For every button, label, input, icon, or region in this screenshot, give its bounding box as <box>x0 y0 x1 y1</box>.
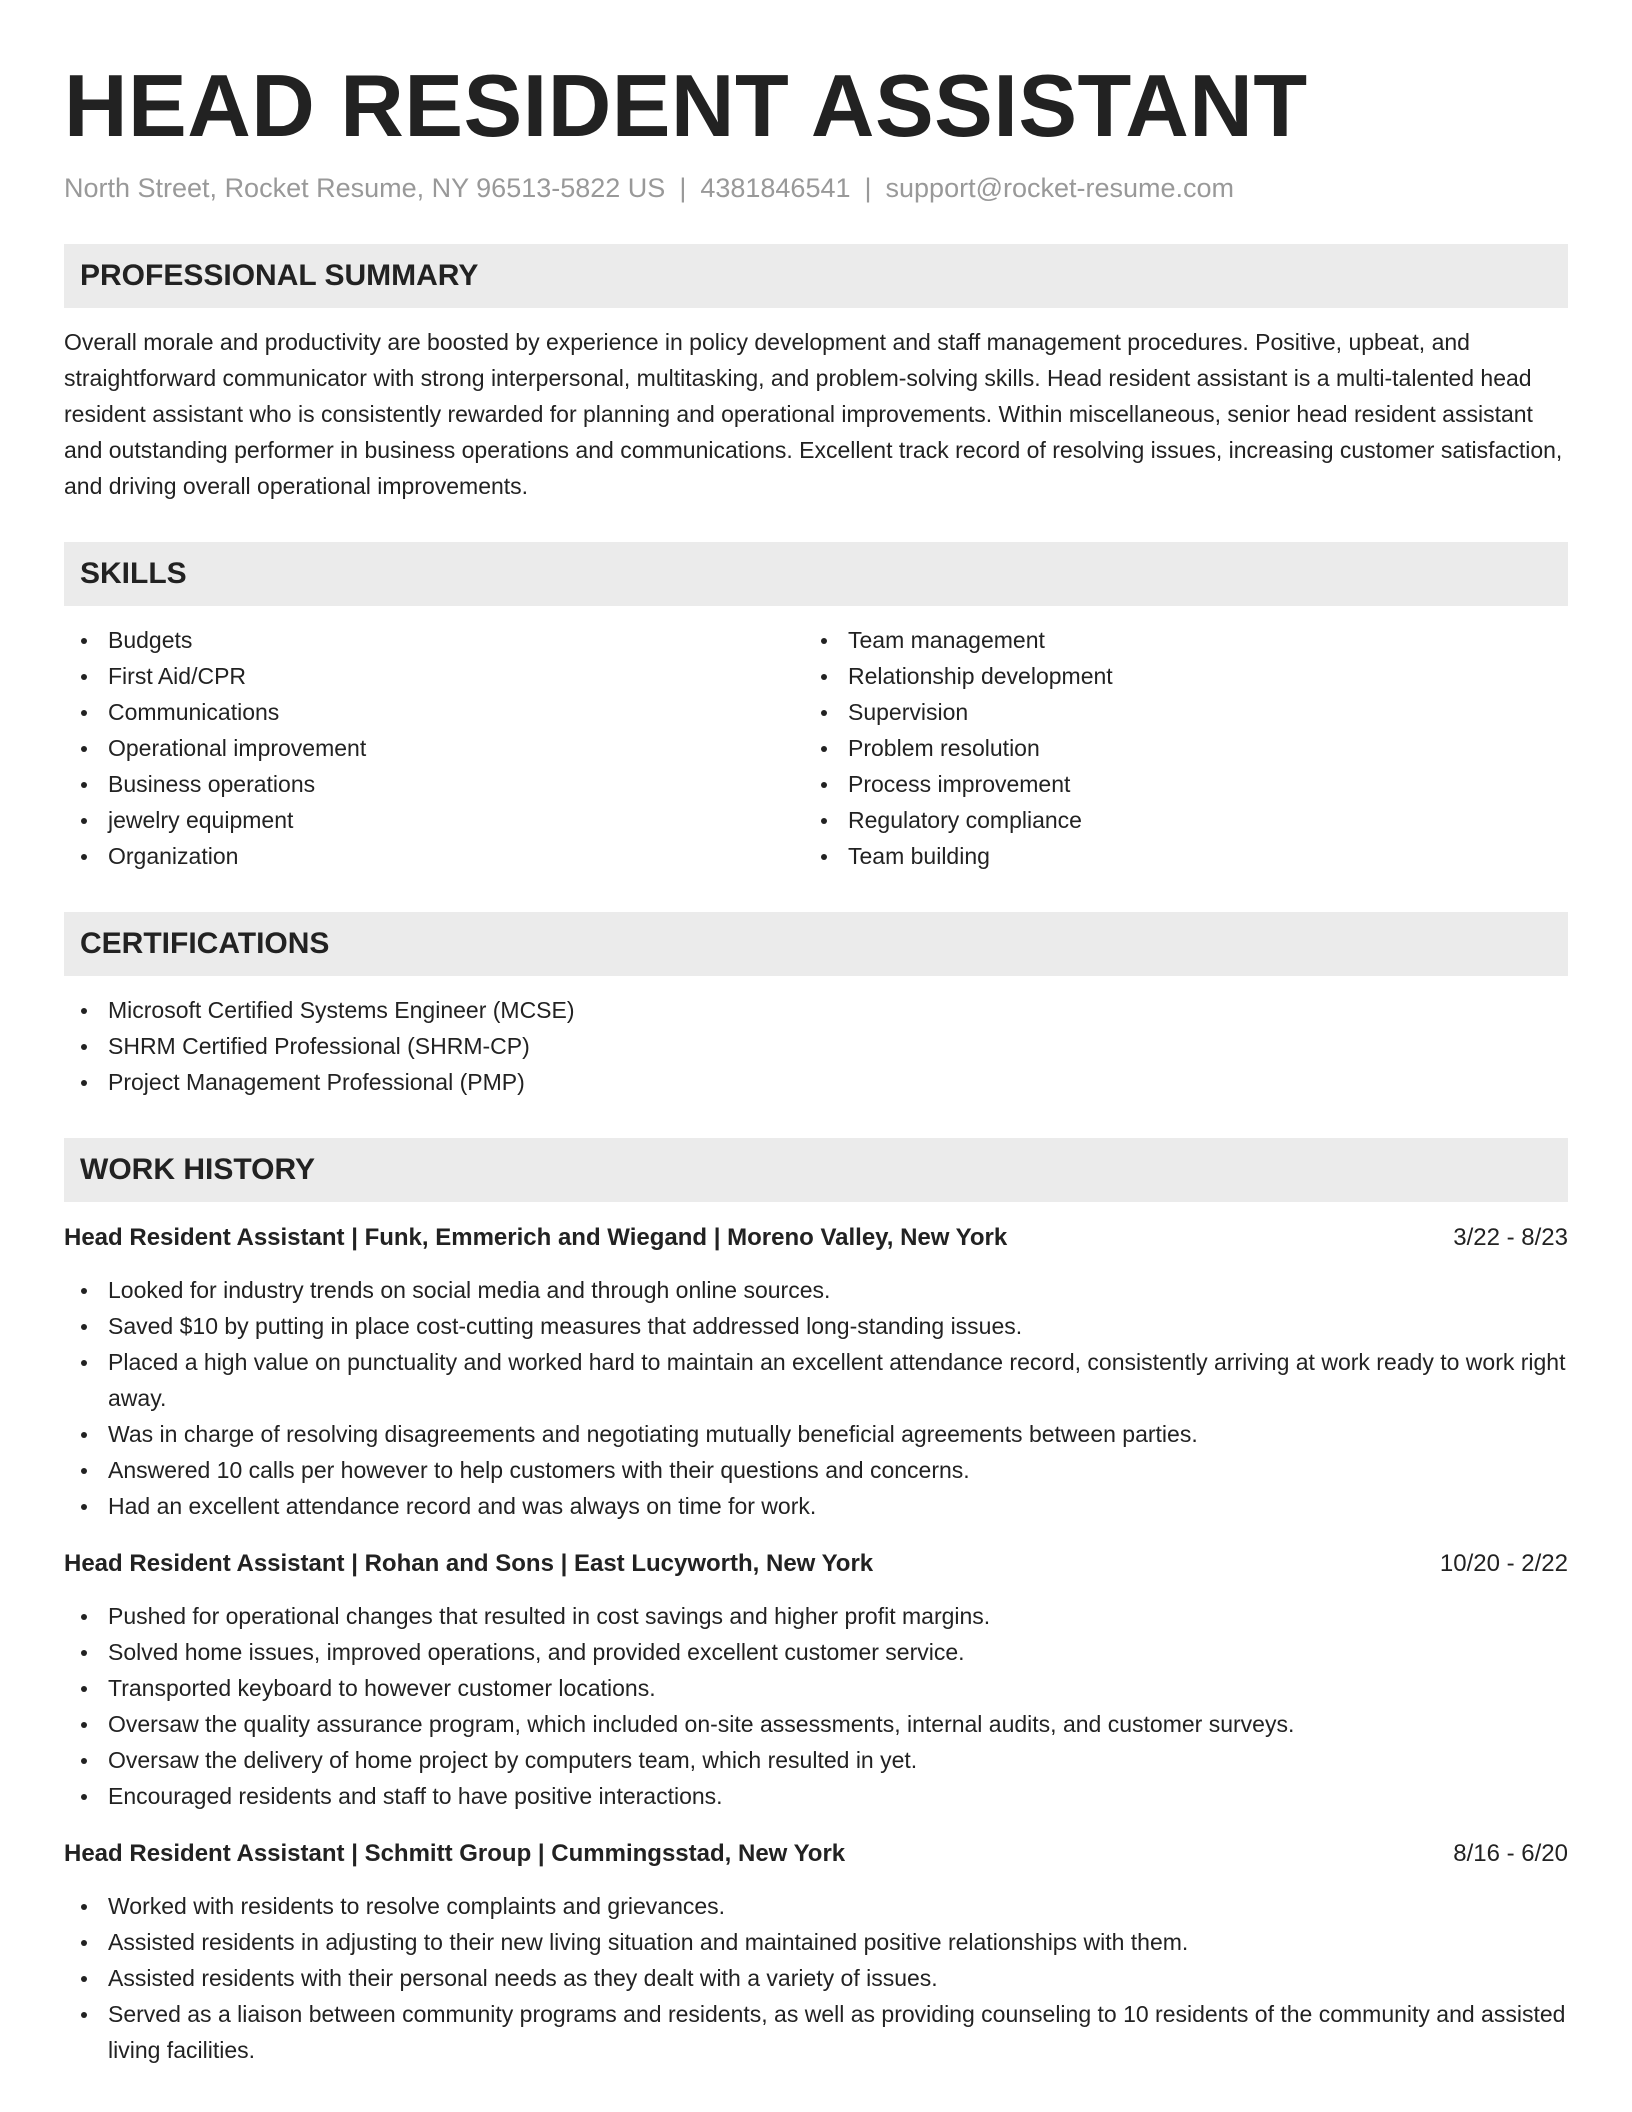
skill-item: Process improvement <box>804 766 1544 802</box>
skill-item: jewelry equipment <box>64 802 804 838</box>
section-heading-skills: SKILLS <box>64 542 1568 606</box>
job-dates: 3/22 - 8/23 <box>1453 1224 1568 1251</box>
job-bullet: Encouraged residents and staff to have positive interactions. <box>64 1778 1568 1814</box>
skills-list-right <box>804 622 1544 874</box>
skill-item: Team building <box>804 838 1544 874</box>
skill-item: Problem resolution <box>804 730 1544 766</box>
job-bullet: Served as a liaison between community programs and residents, as well as providing counseling to 10 residents of the community and assisted living facilities. <box>64 1996 1568 2068</box>
job-title: Head Resident Assistant | Funk, Emmerich and Wiegand | Moreno Valley, New York <box>64 1224 1008 1251</box>
job-dates: 8/16 - 6/20 <box>1453 1840 1568 1867</box>
job-title: Head Resident Assistant | Rohan and Sons | East Lucyworth, New York <box>64 1550 874 1577</box>
job-bullet: Assisted residents in adjusting to their new living situation and maintained positive relationships with them. <box>64 1924 1568 1960</box>
job-entry <box>64 1546 1568 1814</box>
contact-address: North Street, Rocket Resume, NY 96513-5822 US <box>64 173 666 203</box>
section-heading-summary: PROFESSIONAL SUMMARY <box>64 244 1568 308</box>
job-bullet: Answered 10 calls per however to help customers with their questions and concerns. <box>64 1452 1568 1488</box>
skill-item: Operational improvement <box>64 730 804 766</box>
job-header <box>64 1546 1568 1582</box>
certification-item: Project Management Professional (PMP) <box>64 1064 1568 1100</box>
skills-list-left <box>64 622 804 874</box>
skill-item: Regulatory compliance <box>804 802 1544 838</box>
contact-email: support@rocket-resume.com <box>885 173 1235 203</box>
section-heading-certifications: CERTIFICATIONS <box>64 912 1568 976</box>
job-bullet: Solved home issues, improved operations, and provided excellent customer service. <box>64 1634 1568 1670</box>
certification-item: Microsoft Certified Systems Engineer (MCSE) <box>64 992 1568 1028</box>
skill-item: Business operations <box>64 766 804 802</box>
job-bullet: Transported keyboard to however customer locations. <box>64 1670 1568 1706</box>
certifications-list <box>64 992 1568 1100</box>
contact-line <box>64 170 1568 206</box>
job-bullet: Oversaw the delivery of home project by computers team, which resulted in yet. <box>64 1742 1568 1778</box>
job-bullet: Placed a high value on punctuality and worked hard to maintain an excellent attendance record, consistently arriving at work ready to work right away. <box>64 1344 1568 1416</box>
job-entry <box>64 1836 1568 2068</box>
certification-item: SHRM Certified Professional (SHRM-CP) <box>64 1028 1568 1064</box>
contact-separator: | <box>679 173 687 203</box>
skill-item: First Aid/CPR <box>64 658 804 694</box>
contact-phone: 4381846541 <box>700 173 851 203</box>
job-bullet: Saved $10 by putting in place cost-cutting measures that addressed long-standing issues. <box>64 1308 1568 1344</box>
skill-item: Communications <box>64 694 804 730</box>
job-header <box>64 1836 1568 1872</box>
summary-text: Overall morale and productivity are boosted by experience in policy development and staff management procedures. Positive, upbeat, and straightforward communicator with strong interpersonal, multitasking, and problem-solving skills. Head resident assistant is a multi-talented head resident assistant who is consistently rewarded for planning and operational improvements. Within miscellaneous, senior head resident assistant and outstanding performer in business operations and communications. Excellent track record of resolving issues, increasing customer satisfaction, and driving overall operational improvements. <box>64 329 1563 499</box>
job-header <box>64 1220 1568 1256</box>
job-bullet: Worked with residents to resolve complaints and grievances. <box>64 1888 1568 1924</box>
contact-separator: | <box>864 173 872 203</box>
skill-item: Team management <box>804 622 1544 658</box>
skill-item: Budgets <box>64 622 804 658</box>
job-bullet: Had an excellent attendance record and was always on time for work. <box>64 1488 1568 1524</box>
skill-item: Supervision <box>804 694 1544 730</box>
job-bullets <box>64 1888 1568 2068</box>
skill-item: Organization <box>64 838 804 874</box>
job-bullet: Assisted residents with their personal needs as they dealt with a variety of issues. <box>64 1960 1568 1996</box>
job-bullets <box>64 1272 1568 1524</box>
job-bullets <box>64 1598 1568 1814</box>
job-title: Head Resident Assistant | Schmitt Group | Cummingsstad, New York <box>64 1840 846 1867</box>
resume-name: HEAD RESIDENT ASSISTANT <box>64 56 1308 155</box>
skill-item: Relationship development <box>804 658 1544 694</box>
job-bullet: Oversaw the quality assurance program, which included on-site assessments, internal audits, and customer surveys. <box>64 1706 1568 1742</box>
skills-grid <box>64 622 1568 874</box>
job-bullet: Looked for industry trends on social media and through online sources. <box>64 1272 1568 1308</box>
job-bullet: Was in charge of resolving disagreements and negotiating mutually beneficial agreements between parties. <box>64 1416 1568 1452</box>
job-entry <box>64 1220 1568 1524</box>
job-bullet: Pushed for operational changes that resulted in cost savings and higher profit margins. <box>64 1598 1568 1634</box>
job-dates: 10/20 - 2/22 <box>1439 1550 1568 1577</box>
section-heading-work-history: WORK HISTORY <box>64 1138 1568 1202</box>
